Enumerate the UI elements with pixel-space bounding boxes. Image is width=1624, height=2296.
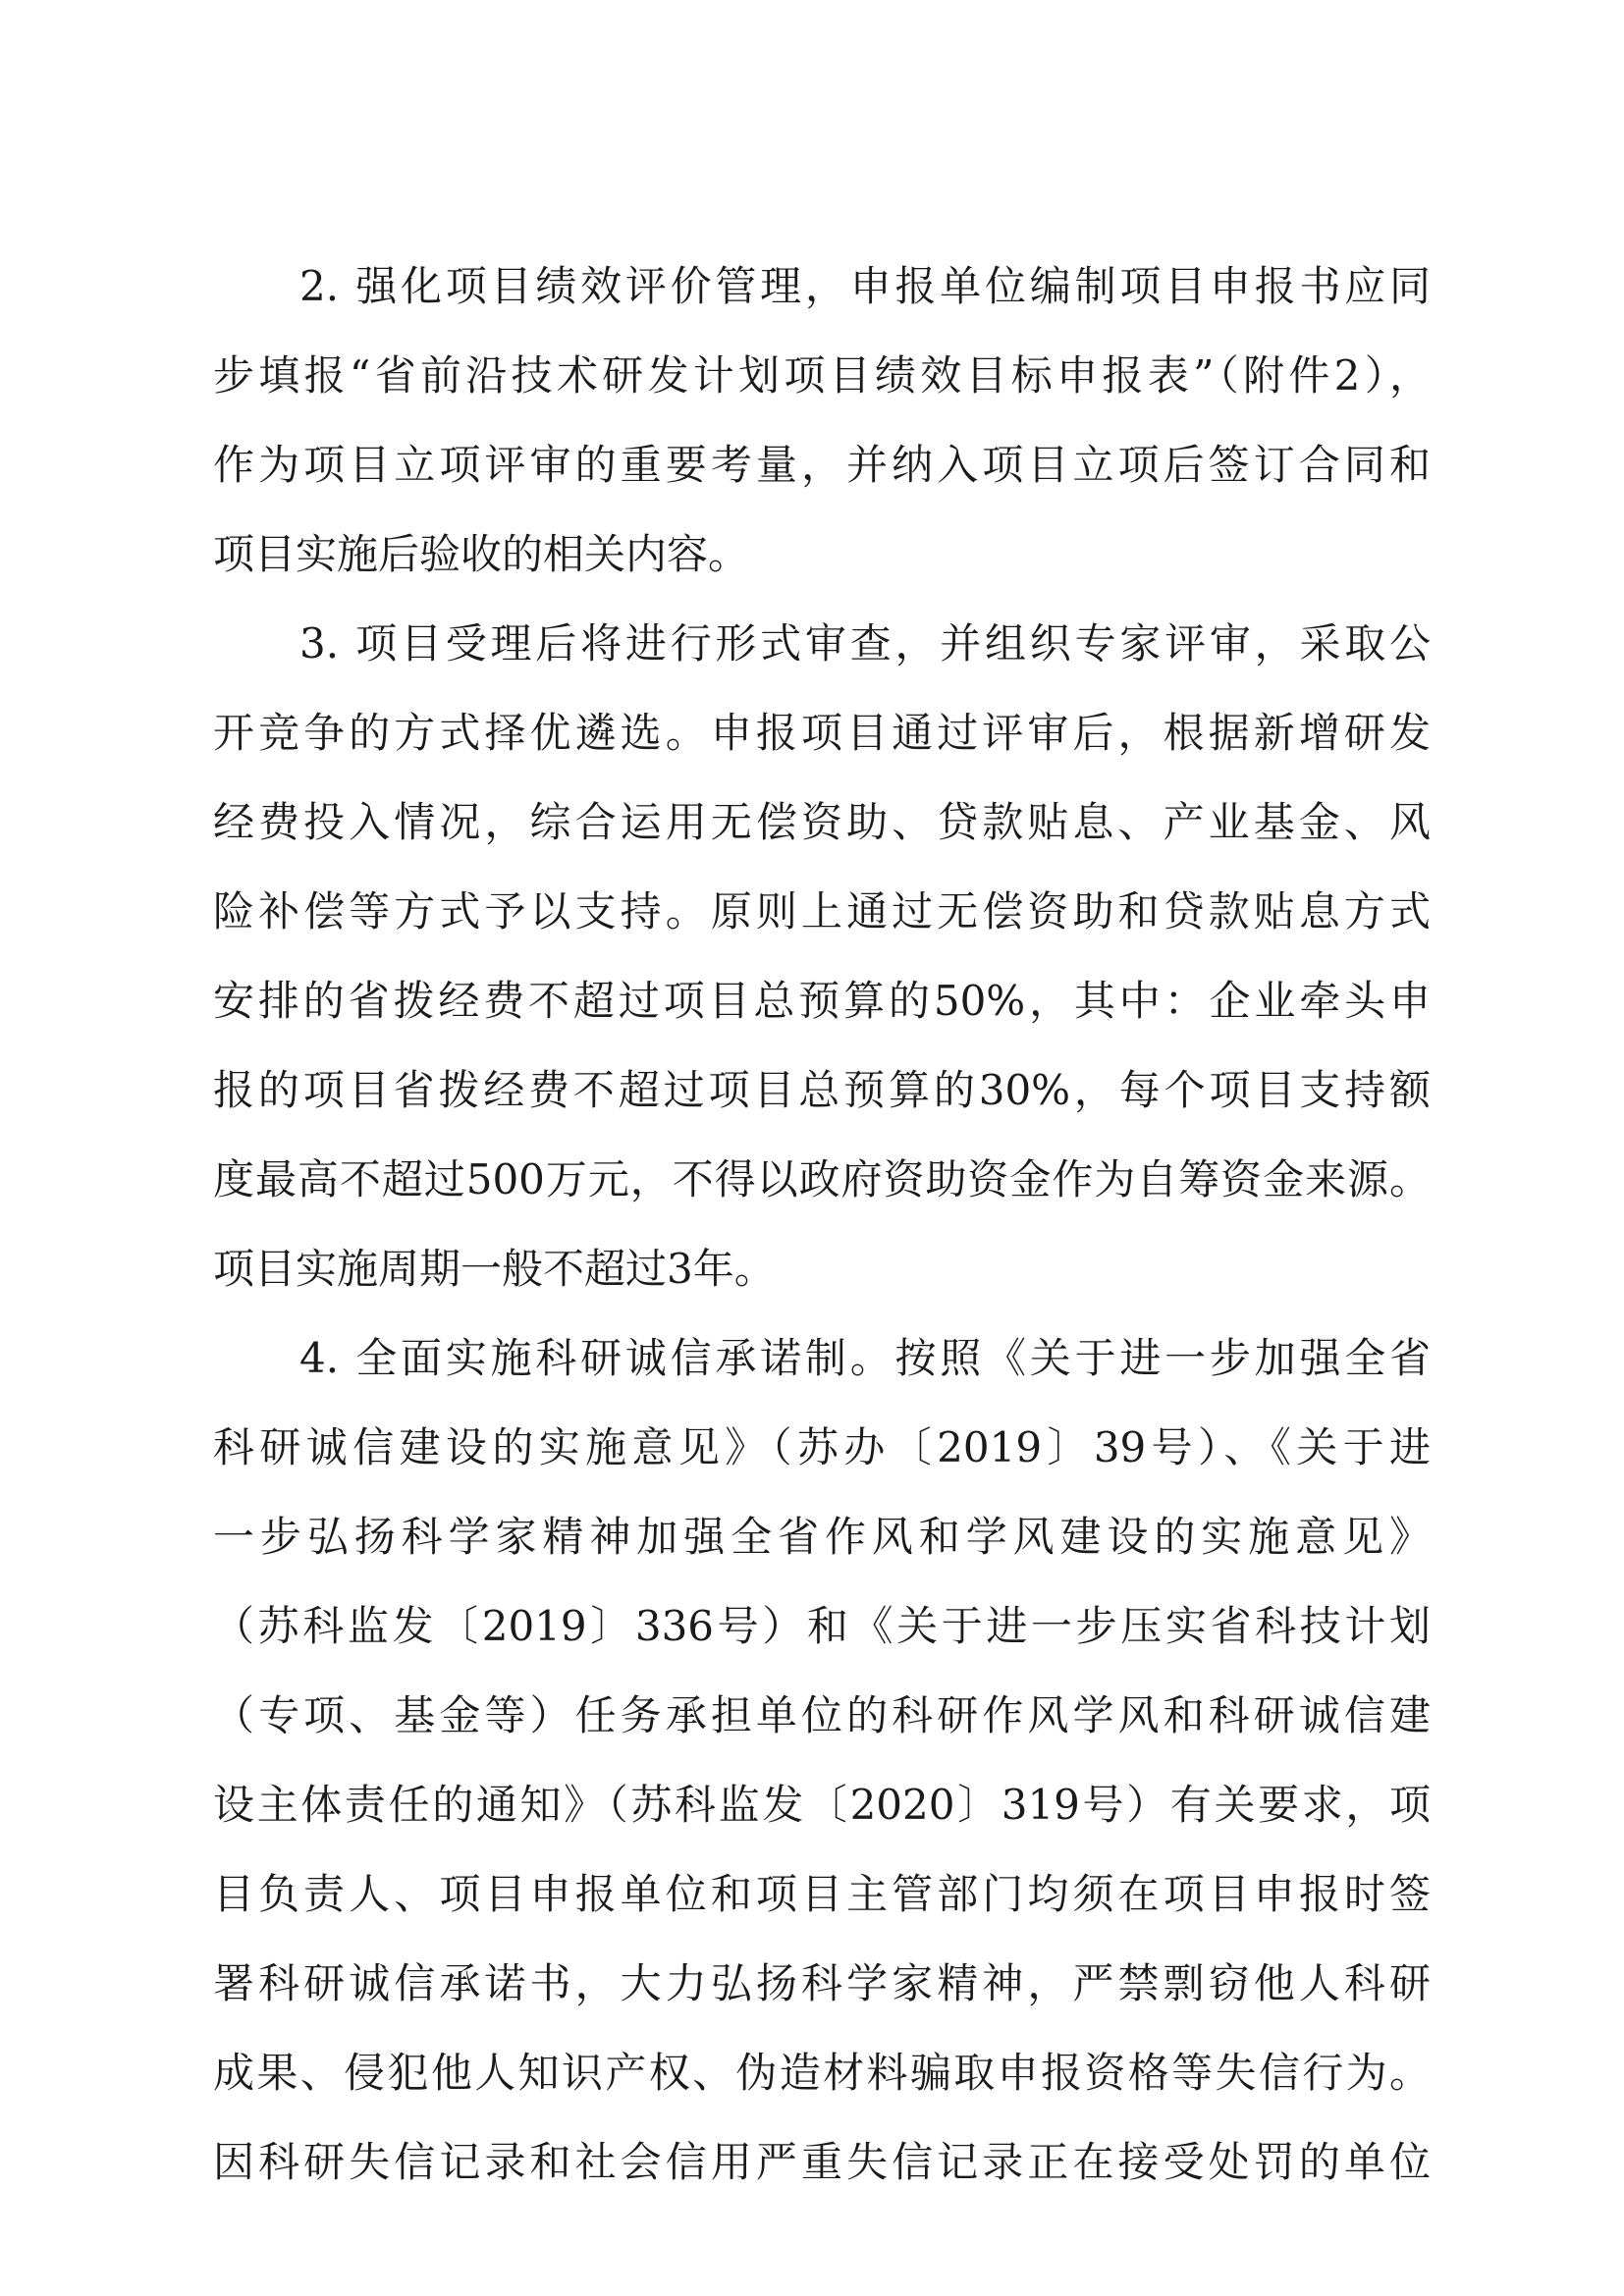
paragraph-line: 安排的省拨经费不超过项目总预算的50%，其中：企业牵头申 bbox=[213, 977, 1431, 1025]
paragraph-line: 科研诚信建设的实施意见》（苏办〔2019〕39号）、《关于进 bbox=[213, 1423, 1431, 1471]
paragraph-line: 4. 全面实施科研诚信承诺制。按照《关于进一步加强全省 bbox=[299, 1334, 1431, 1382]
paragraph-line: 3. 项目受理后将进行形式审查，并组织专家评审，采取公 bbox=[299, 619, 1431, 667]
paragraph-line: 署科研诚信承诺书，大力弘扬科学家精神，严禁剽窃他人科研 bbox=[213, 1959, 1431, 2007]
paragraph-line: 经费投入情况，综合运用无偿资助、贷款贴息、产业基金、风 bbox=[213, 798, 1431, 846]
paragraph-line: 因科研失信记录和社会信用严重失信记录正在接受处罚的单位 bbox=[213, 2138, 1431, 2186]
paragraph-line: 开竞争的方式择优遴选。申报项目通过评审后，根据新增研发 bbox=[213, 709, 1431, 757]
paragraph-line: 险补偿等方式予以支持。原则上通过无偿资助和贷款贴息方式 bbox=[213, 887, 1431, 935]
paragraph-line: （苏科监发〔2019〕336号）和《关于进一步压实省科技计划 bbox=[213, 1602, 1431, 1650]
paragraph-line: 成果、侵犯他人知识产权、伪造材料骗取申报资格等失信行为。 bbox=[213, 2049, 1431, 2097]
paragraph-line: 作为项目立项评审的重要考量，并纳入项目立项后签订合同和 bbox=[213, 441, 1431, 489]
paragraph-line: 步填报“省前沿技术研发计划项目绩效目标申报表”（附件2）， bbox=[213, 351, 1431, 400]
paragraph-line: 设主体责任的通知》（苏科监发〔2020〕319号）有关要求，项 bbox=[213, 1781, 1431, 1829]
paragraph-line: 2. 强化项目绩效评价管理，申报单位编制项目申报书应同 bbox=[299, 262, 1431, 310]
paragraph-line: 度最高不超过500万元，不得以政府资助资金作为自筹资金来源。 bbox=[213, 1155, 1431, 1203]
paragraph-line: 项目实施周期一般不超过3年。 bbox=[213, 1245, 776, 1293]
paragraph-line: 目负责人、项目申报单位和项目主管部门均须在项目申报时签 bbox=[213, 1870, 1431, 1918]
paragraph-line: 一步弘扬科学家精神加强全省作风和学风建设的实施意见》 bbox=[213, 1513, 1431, 1561]
paragraph-line: 报的项目省拨经费不超过项目总预算的30%，每个项目支持额 bbox=[213, 1066, 1431, 1114]
paragraph-line: 项目实施后验收的相关内容。 bbox=[213, 530, 750, 578]
paragraph-line: （专项、基金等）任务承担单位的科研作风学风和科研诚信建 bbox=[213, 1691, 1431, 1739]
